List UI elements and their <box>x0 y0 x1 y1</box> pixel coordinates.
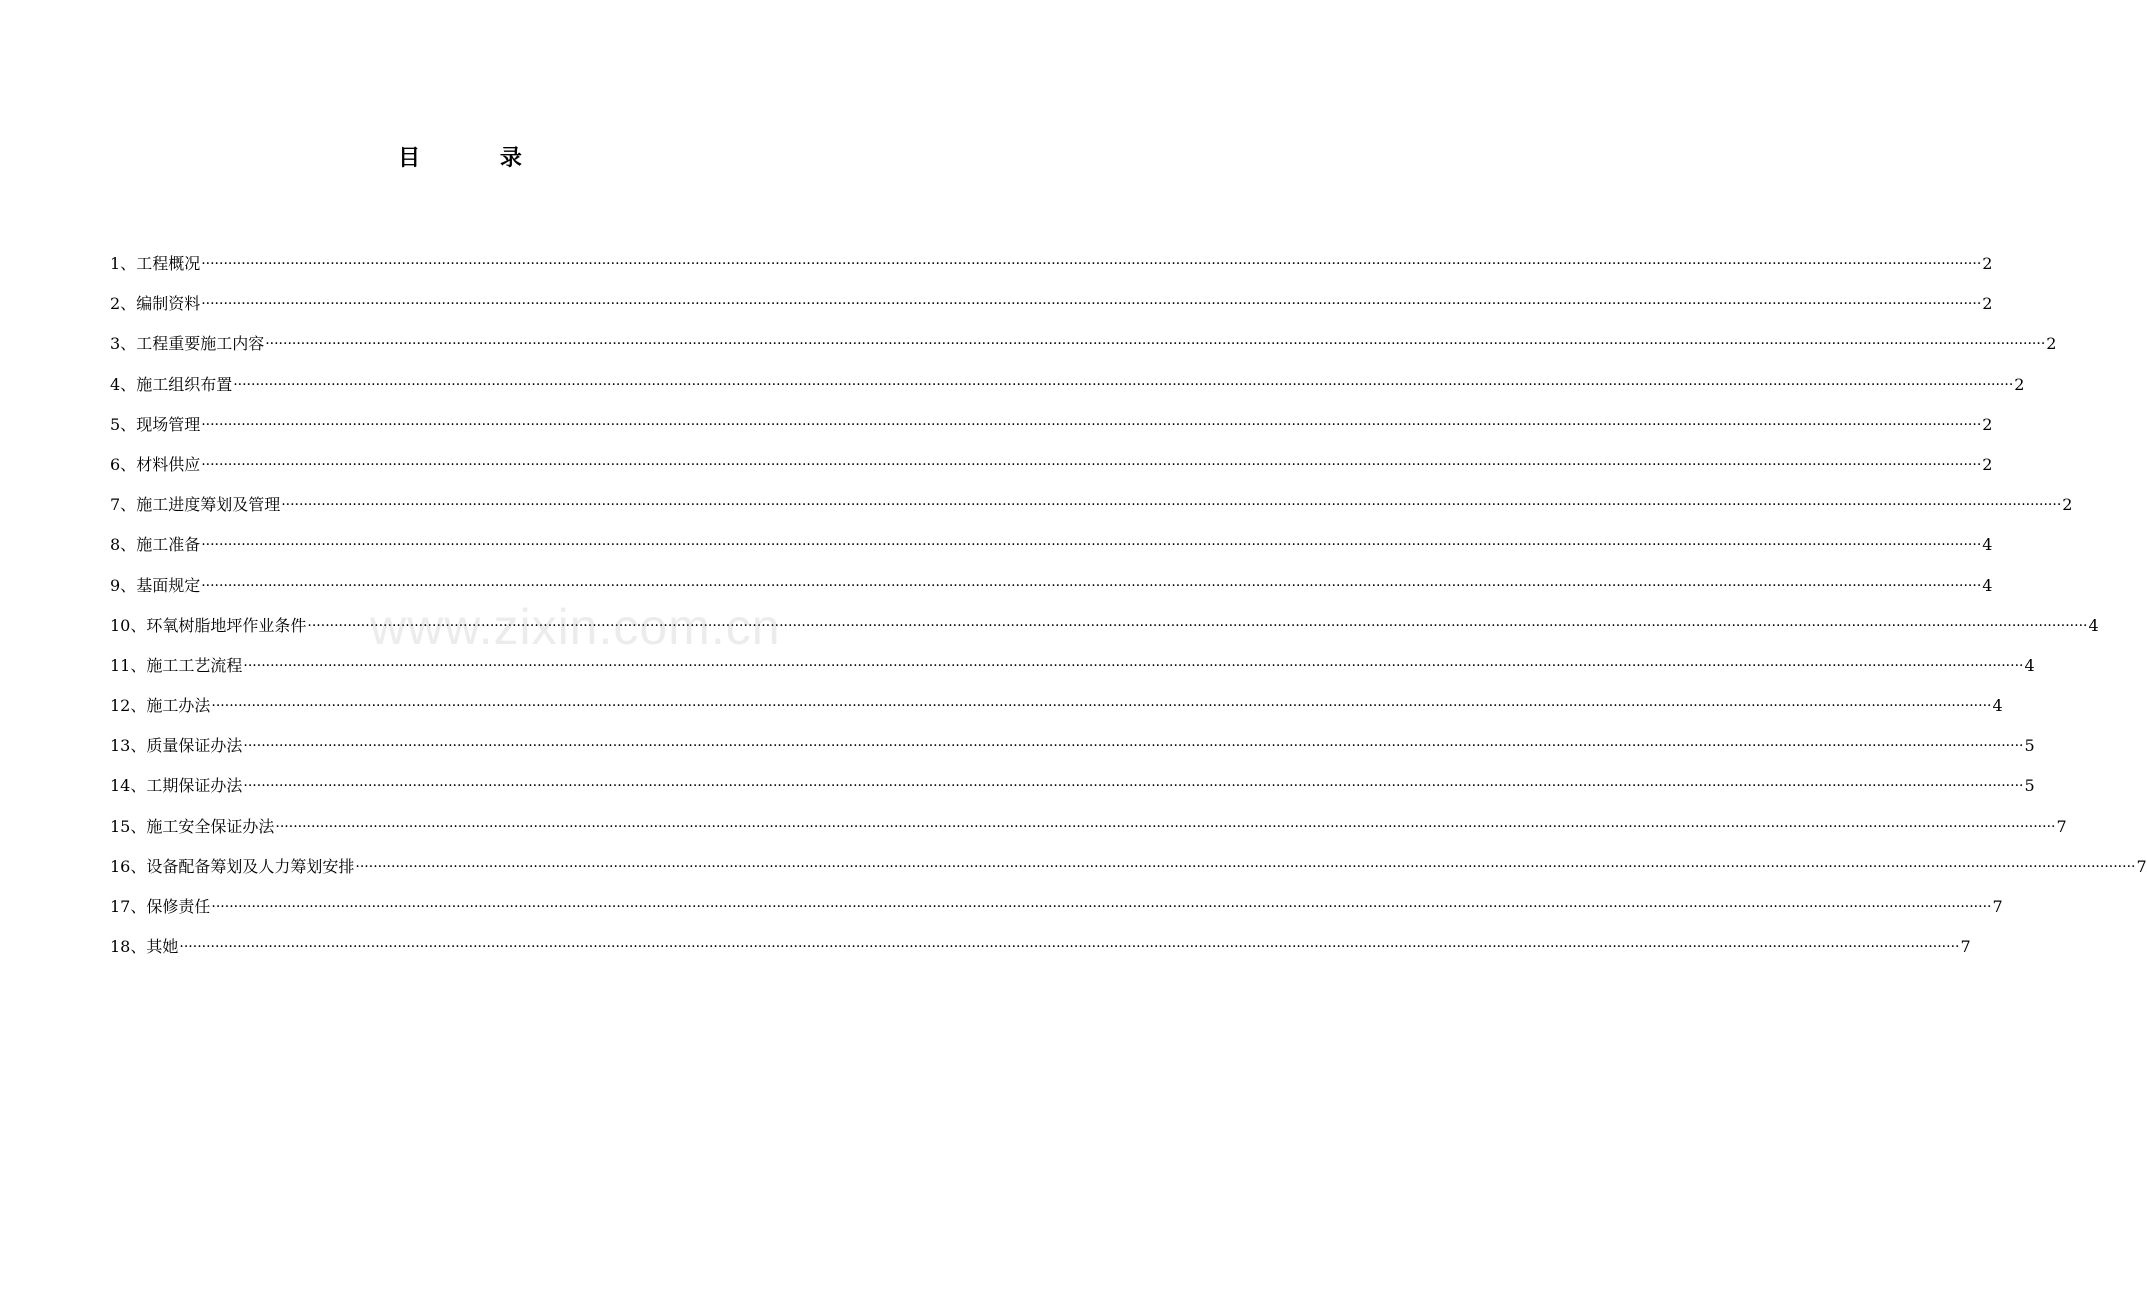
toc-entry-number: 10、 <box>110 615 147 635</box>
toc-entry-title: 其她 <box>146 937 179 957</box>
table-of-contents <box>110 252 2147 975</box>
toc-dot-leader: ················································································································································································································································································································································································································ <box>243 738 2024 755</box>
toc-entry-title: 施工组织布置 <box>136 374 233 394</box>
toc-entry[interactable] <box>110 533 1993 573</box>
toc-entry-title: 施工办法 <box>146 696 211 716</box>
toc-entry[interactable] <box>110 373 2025 413</box>
toc-entry[interactable] <box>110 935 1971 975</box>
toc-entry-number: 5、 <box>110 414 137 434</box>
watermark: www.zixin.com.cn <box>370 599 781 655</box>
toc-entry-page-number: 4 <box>2088 615 2099 635</box>
toc-dot-leader: ················································································································································································································································································································································································································ <box>201 537 1982 554</box>
toc-entry-title: 施工准备 <box>136 535 201 555</box>
toc-entry[interactable] <box>110 855 2147 895</box>
toc-entry-title: 施工工艺流程 <box>146 655 243 675</box>
toc-entry-number: 14、 <box>110 776 147 796</box>
toc-entry-number: 16、 <box>110 856 147 876</box>
toc-entry[interactable] <box>110 734 2035 774</box>
toc-entry-number: 6、 <box>110 454 137 474</box>
toc-dot-leader: ················································································································································································································································································································································································································ <box>281 497 2062 514</box>
toc-entry-number: 3、 <box>110 334 137 354</box>
toc-entry-number: 11、 <box>110 655 147 675</box>
toc-entry-number: 18、 <box>110 937 147 957</box>
toc-dot-leader: ················································································································································································································································································································································································································ <box>275 818 2056 835</box>
toc-entry-number: 15、 <box>110 816 147 836</box>
toc-entry-page-number: 7 <box>2056 816 2067 836</box>
toc-entry-number: 2、 <box>110 294 137 314</box>
toc-entry-page-number: 2 <box>2062 495 2073 515</box>
toc-entry-page-number: 2 <box>1982 294 1993 314</box>
toc-entry[interactable] <box>110 774 2035 814</box>
toc-dot-leader: ················································································································································································································································································································································································································ <box>243 657 2024 674</box>
toc-entry[interactable] <box>110 413 1993 453</box>
toc-entry-title: 设备配备筹划及人力筹划安排 <box>146 856 355 876</box>
toc-entry[interactable] <box>110 815 2067 855</box>
toc-entry-page-number: 4 <box>2024 655 2035 675</box>
toc-entry[interactable] <box>110 332 2057 372</box>
toc-entry-title: 环氧树脂地坪作业条件 <box>146 615 307 635</box>
toc-dot-leader: ················································································································································································································································································································································································································ <box>179 939 1960 956</box>
toc-entry-page-number: 7 <box>1960 937 1971 957</box>
toc-entry[interactable] <box>110 493 2073 533</box>
toc-entry[interactable] <box>110 694 2003 734</box>
toc-entry-page-number: 4 <box>1982 535 1993 555</box>
toc-dot-leader: ················································································································································································································································································································································································································ <box>201 456 1982 473</box>
toc-entry[interactable] <box>110 453 1993 493</box>
toc-entry-title: 施工进度筹划及管理 <box>136 495 281 515</box>
toc-entry-page-number: 2 <box>1982 254 1993 273</box>
toc-entry[interactable] <box>110 654 2035 694</box>
toc-entry-title: 编制资料 <box>136 294 201 314</box>
toc-dot-leader: ················································································································································································································································································································································································································ <box>201 577 1982 594</box>
toc-entry-title: 材料供应 <box>136 454 201 474</box>
toc-entry-number: 13、 <box>110 736 147 756</box>
toc-entry[interactable] <box>110 614 2099 654</box>
toc-dot-leader: ················································································································································································································································································································································································································ <box>243 778 2024 795</box>
toc-entry-page-number: 5 <box>2024 776 2035 796</box>
toc-entry-number: 17、 <box>110 897 147 916</box>
toc-entry-title: 基面规定 <box>136 575 201 595</box>
toc-entry-page-number: 7 <box>1992 897 2003 916</box>
toc-entry-number: 8、 <box>110 535 137 555</box>
toc-dot-leader: ················································································································································································································································································································································································································ <box>201 256 1982 272</box>
toc-entry[interactable] <box>110 895 2003 935</box>
toc-entry-number: 12、 <box>110 696 147 716</box>
toc-entry-title: 保修责任 <box>146 897 211 916</box>
toc-entry-title: 工期保证办法 <box>146 776 243 796</box>
toc-entry-title: 工程重要施工内容 <box>136 334 265 354</box>
page-title: 目 录 <box>398 145 558 171</box>
toc-dot-leader: ················································································································································································································································································································································································································ <box>201 416 1982 433</box>
toc-entry-title: 施工安全保证办法 <box>146 816 275 836</box>
toc-dot-leader: ················································································································································································································································································································································································································ <box>211 698 1992 715</box>
toc-entry-number: 7、 <box>110 495 137 515</box>
toc-entry-page-number: 2 <box>1982 414 1993 434</box>
toc-entry-page-number: 4 <box>1982 575 1993 595</box>
toc-dot-leader: ················································································································································································································································································································································································································ <box>355 858 2136 875</box>
toc-entry-number: 1、 <box>110 254 137 273</box>
toc-entry-page-number: 2 <box>1982 454 1993 474</box>
toc-entry-page-number: 2 <box>2046 334 2057 354</box>
toc-dot-leader: ················································································································································································································································································································································································································ <box>307 617 2088 634</box>
toc-entry-page-number: 7 <box>2136 856 2147 876</box>
toc-dot-leader: ················································································································································································································································································································································································································ <box>211 899 1992 915</box>
toc-dot-leader: ················································································································································································································································································································································································································ <box>201 296 1982 313</box>
toc-entry-number: 9、 <box>110 575 137 595</box>
toc-entry-page-number: 2 <box>2014 374 2025 394</box>
toc-entry[interactable] <box>110 574 1993 614</box>
toc-entry[interactable] <box>110 292 1993 332</box>
toc-entry-page-number: 4 <box>1992 696 2003 716</box>
toc-entry-page-number: 5 <box>2024 736 2035 756</box>
toc-entry-number: 4、 <box>110 374 137 394</box>
toc-dot-leader: ················································································································································································································································································································································································································ <box>265 336 2046 353</box>
toc-dot-leader: ················································································································································································································································································································································································································ <box>233 376 2014 393</box>
toc-entry-title: 工程概况 <box>136 254 201 273</box>
toc-entry[interactable] <box>110 252 1993 292</box>
toc-entry-title: 质量保证办法 <box>146 736 243 756</box>
toc-entry-title: 现场管理 <box>136 414 201 434</box>
